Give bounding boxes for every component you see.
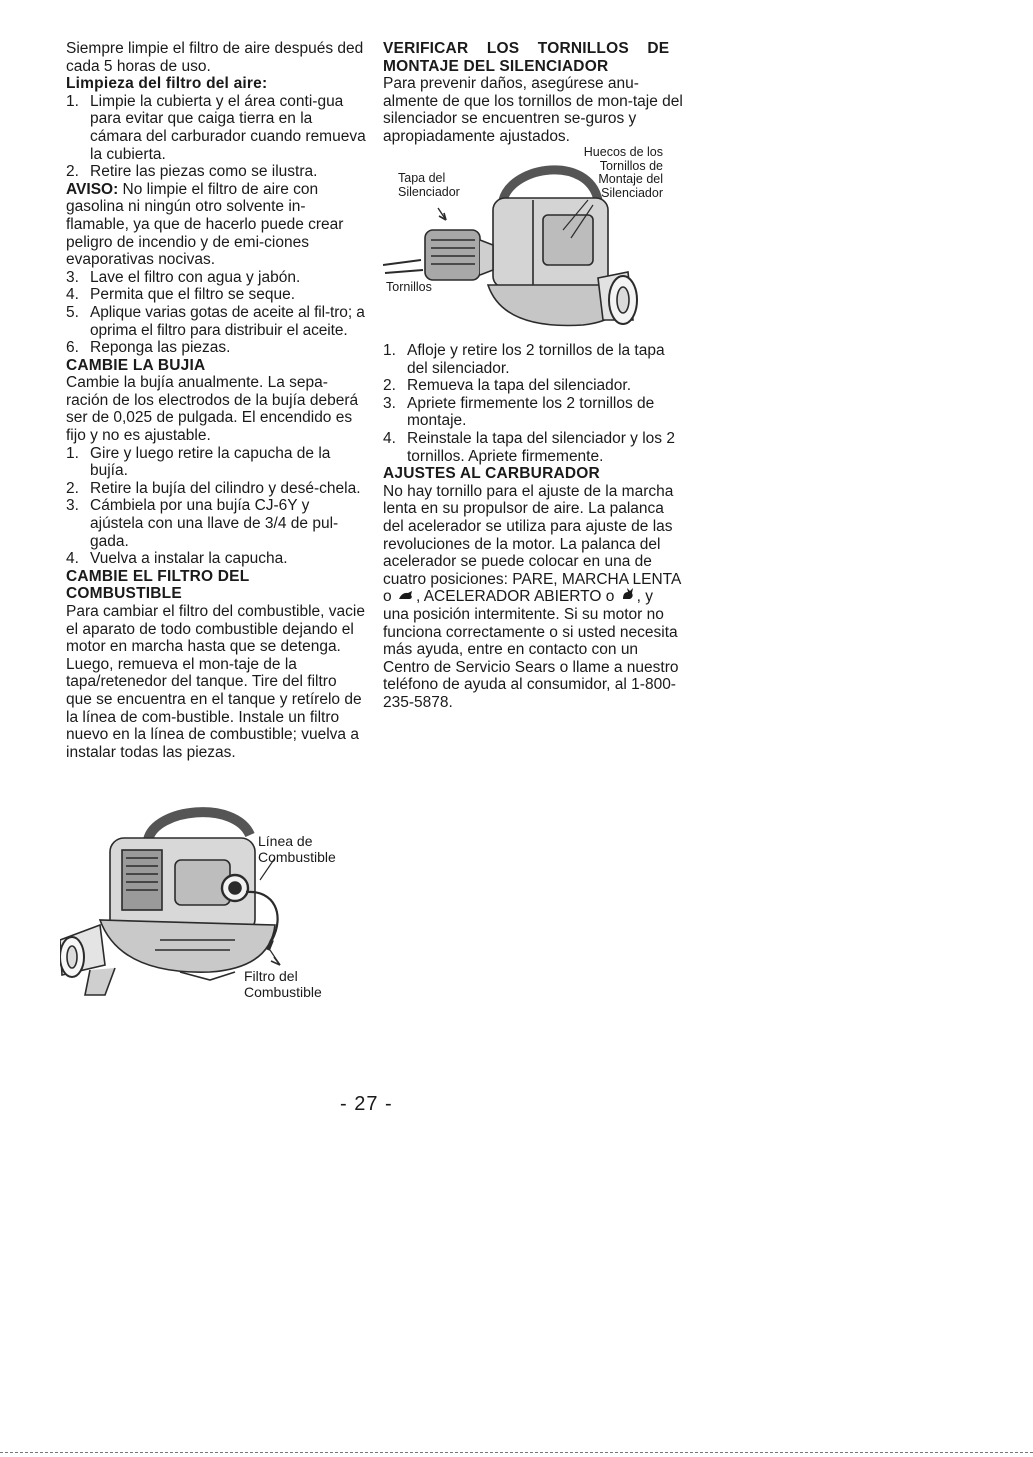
left-column	[66, 40, 366, 761]
screws-label: Tornillos	[386, 280, 432, 294]
air-filter-steps	[66, 93, 366, 181]
list-item: 4. Vuelva a instalar la capucha.	[66, 550, 288, 568]
list-item: 1. Gire y luego retire la capucha de la bujía.	[66, 444, 331, 480]
muffler-screw-holes-label: Huecos de los Tornillos de Montaje del Silenciador	[583, 145, 663, 200]
muffler-cover-label: Tapa del Silenciador	[398, 171, 460, 199]
page-bottom-rule	[0, 1452, 1033, 1453]
list-item: 3. Lave el filtro con agua y jabón.	[66, 268, 301, 286]
list-item: 3. Apriete firmemente los 2 tornillos de montaje.	[383, 394, 655, 430]
fuel-filter-label: Filtro del Combustible	[244, 968, 322, 1000]
muffler-intro: Para prevenir daños, asegúrese anu-almente de que los tornillos de mon-taje del silenciador se encuentren se-guros y apropiadamente ajustados.	[383, 75, 683, 145]
list-item: 5. Aplique varias gotas de aceite al fil-tro; a oprima el filtro para distribuir el aceite.	[66, 303, 365, 339]
air-filter-intro: Siempre limpie el filtro de aire después ded cada 5 horas de uso.	[66, 40, 364, 75]
list-item: 6. Reponga las piezas.	[66, 339, 231, 357]
spark-plug-heading: CAMBIE LA BUJIA	[66, 356, 206, 374]
list-item: 2. Retire la bujía del cilindro y desé-chela.	[66, 479, 361, 497]
air-filter-steps-continued	[66, 269, 366, 357]
fuel-line-label: Línea de Combustible	[258, 833, 336, 865]
right-column	[383, 40, 683, 146]
list-item: 2. Remueva la tapa del silenciador.	[383, 377, 632, 395]
carburetor-heading: AJUSTES AL CARBURADOR	[383, 465, 600, 483]
list-item: 3. Cámbiela por una bujía CJ-6Y y ajústela con una llave de 3/4 de pul-gada.	[66, 497, 339, 550]
list-item: 2. Retire las piezas como se ilustra.	[66, 163, 318, 181]
list-item: 1. Afloje y retire los 2 tornillos de la tapa del silenciador.	[383, 342, 665, 377]
page-number: - 27 -	[340, 1093, 393, 1115]
muffler-heading-line1: VERIFICAR LOS TORNILLOS DE	[383, 40, 670, 57]
list-item: 1. Limpie la cubierta y el área conti-gua para evitar que caiga tierra en la cámara del carburador cuando remueva la cubierta.	[66, 92, 366, 163]
fuel-filter-heading-line1: CAMBIE EL FILTRO DEL	[66, 567, 250, 585]
spark-plug-steps	[66, 445, 366, 568]
list-item: 4. Reinstale la tapa del silenciador y los 2 tornillos. Apriete firmemente.	[383, 429, 675, 465]
muffler-heading-line2: MONTAJE DEL SILENCIADOR	[383, 57, 609, 75]
carburetor-text: No hay tornillo para el ajuste de la marcha lenta en su propulsor de aire. La palanca del acelerador se utiliza para ajuste de las revoluciones de la motor. La palanca del acelerador se puede colocar en una de cuatro posiciones: PARE, MARCHA LENTA o , ACELERADOR ABIERTO o , y una posición intermitente. Si su motor no funciona correctamente o si usted necesita más ayuda, entre en contacto con un Centro de Servicio Sears o llame a nuestro teléfono de ayuda al consumidor, al 1-800-235-5878.	[383, 482, 681, 711]
warning-label: AVISO:	[66, 180, 119, 198]
spark-plug-intro: Cambie la bujía anualmente. La sepa-ración de los electrodos de la bujía deberá ser de 0,025 de pulgada. El encendido es fijo y no es ajustable.	[66, 374, 359, 445]
muffler-steps	[383, 342, 683, 465]
rabbit-slow-icon	[398, 588, 414, 606]
list-item: 4. Permita que el filtro se seque.	[66, 286, 296, 304]
air-filter-heading: Limpieza del filtro del aire:	[66, 75, 268, 93]
right-column-lower	[383, 342, 683, 712]
fuel-filter-heading-line2: COMBUSTIBLE	[66, 585, 182, 603]
warning-paragraph: AVISO: No limpie el filtro de aire con gasolina ni ningún otro solvente in-flamable, ya que de hacerlo puede crear peligro de incendio y de emi-ciones evaporativas nocivas.	[66, 180, 344, 269]
rabbit-fast-icon	[621, 588, 635, 606]
fuel-filter-text: Para cambiar el filtro del combustible, vacie el aparato de todo combustible dejando el motor en marcha hasta que se detenga. Luego, remueva el mon-taje de la tapa/retenedor del tanque. Tire del filtro que se encuentra en el tanque y retírelo de la línea de com-bustible. Instale un filtro nuevo en la línea de combustible; vuelva a instalar todas las piezas.	[66, 603, 365, 761]
